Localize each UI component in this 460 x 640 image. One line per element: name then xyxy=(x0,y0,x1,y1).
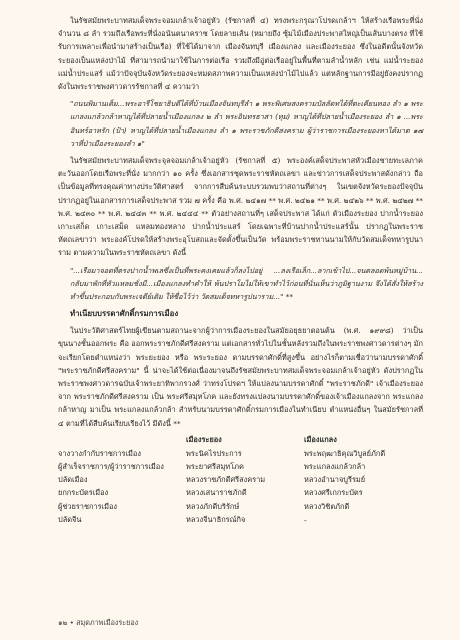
table-row xyxy=(58,500,428,513)
table-cell: ปลัดเมือง xyxy=(58,475,88,485)
table-cell: ผู้ช่วยราชการเมือง xyxy=(58,501,118,511)
table-cell: หลวงศรีเกกระบัตร xyxy=(304,488,363,498)
quote-royal-chronicle: "ถนนพิมานเต็ม...พระอารีโชยาธิบดีได้ที่บ้านเมืองจันทบุรีลำ ๑ พระพิเศษสงครามบัลลัดทได้ที่ตะเคียนทอง ลำ ๑ พระแกลงแกล้วกล้าหาญได้ที่ปลายน้ำเมืองแกลง ๒ ลำ พระอินทรธาสา (ทุม) หาญได้ที่ปลายน้ำเมืองระยอง ลำ ๑ ...พระอินทร์อาหรัก (ป้า) หาญได้ที่ปลายน้ำเมืองแกลง ลำ ๑ พระราชภักดีสงคราม ผู้ว่าราชการเมืองระยองหาได้มาต ๑๗ วาที่ป่าเมืองระยองลำ ๑" xyxy=(70,99,423,148)
table-cell: หลวงอำนาจบูรีรมย์ xyxy=(304,475,366,485)
table-cell: พระยาศรีสมุทโภค xyxy=(186,461,244,471)
paragraph-rama5-journeys: ในรัชสมัยพระบาทสมเด็จพระจุลจอมเกล้าเจ้าอยู่หัว (รัชกาลที่ ๕) พระองค์เสด็จประพาสหัวเมืองชายทะเลภาคตะวันออกโดยเรือพระที่นั่ง มากกว่า ๑๐ ครั้ง ซึ่งเอกสารชุดพระราชหัตถเลขา และข่าวการเสด็จประพาสดังกล่าว ถือเป็นข้อมูลที่ทรงคุณค่าทางประวัติศาสตร์ จากการสืบค้นระบบรวมพบว่าสถานที่ต่างๆ ในเขตจังหวัดระยองปัจจุบัน ปรากฏอยู่ในเอกสารการเสด็จประพาส รวม ๗ ครั้ง คือ พ.ศ. ๒๔๑๗ ** พ.ศ. ๒๔๒๑ ** พ.ศ. ๒๔๒๖ ** พ.ศ. ๒๔๒๗ ** พ.ศ. ๒๔๓๐ ** พ.ศ. ๒๔๔๓ ** พ.ศ. ๒๔๔๔ ** ตัวอย่างสถานที่ๆ เสด็จประพาส ได้แก่ ตัวเมืองระยอง ปากน้ำระยอง เกาะเสก็ด เกาะเสม็ด แหลมทองหลาง ปากน้ำประแสร์ โดยเฉพาะที่บ้านปากน้ำประแสร์นั้น ปรากฏในพระราชหัตถเลขาว่า พระองค์โปรดให้สร้างพระอุโบสถและจัดตั้งขึ้นเป็นวัด พร้อมพระราชทานนามให้กับวัดสมเด็จทหารูปนาราม ตามความในพระราชหัตถเลขา ดังนี้ xyxy=(58,156,423,258)
table-row xyxy=(58,487,428,500)
table-cell: ผู้สำเร็จราชการ/ผู้ว่าราชการเมือง xyxy=(58,461,164,471)
document-page xyxy=(58,14,423,527)
table-header-rayong: เมืองระยอง xyxy=(186,435,222,445)
table-cell: พระนิคไรประการ xyxy=(186,448,242,458)
table-row xyxy=(58,460,428,473)
table-cell: หลวงภักดีบริรักษ์ xyxy=(186,501,240,511)
table-cell: ปลัดจีน xyxy=(58,515,82,525)
table-cell: จางวางกำกับราชการเมือง xyxy=(58,448,141,458)
table-cell: พระพฤฒาธิคุณวิบูลย์ภักดี xyxy=(304,448,386,458)
table-cell: ยกกระบัตรเมือง xyxy=(58,488,109,498)
table-cell: หลวงวิชิตภักดี xyxy=(304,501,350,511)
table-row xyxy=(58,447,428,460)
table-cell: พระแกลงแกล้วกล้า xyxy=(304,461,366,471)
officials-table xyxy=(58,434,428,527)
table-header-position xyxy=(58,434,186,447)
table-header-row xyxy=(58,434,428,447)
table-cell: - xyxy=(304,515,307,525)
table-cell: หลวงจีนาธิกรณ์กิจ xyxy=(186,515,246,525)
paragraph-rama4-boats: ในรัชสมัยพระบาทสมเด็จพระจอมเกล้าเจ้าอยู่หัว (รัชกาลที่ ๔) ทรงพระกรุณาโปรดเกล้าฯ ให้สร้างเรือพระที่นั่ง จำนวน ๘ ลำ รวมถึงเรือพระที่นั่งอนันตนาคราช โดยลายเส้น (หมายถึง ซุ้มไม้เมืองประพาสใหญ่เป็นเส้นบางตรง ที่ใช้รับการเพลาะเพื่อนำมาสร้างเป็นเรือ) ที่ใช้ได้มาจาก เมืองจันทบุรี เมืองแกลง และเมืองระยอง ซึ่งในอดีตนั้นจังหวัดระยองเป็นแหล่งป่าไม้ ที่สามารถนำมาใช้ในการต่อเรือ รวมถึงมีอู่ต่อเรืออยู่ในพื้นที่ตามลำน้ำหลัก เช่น แม่น้ำระยอง แม่น้ำประแสร์ แม้ว่าปัจจุบันจังหวัดระยองจะหมดสภาพความเป็นแหล่งป่าไม้ไปแล้ว แต่หลักฐานการมีอยู่ยังคงปรากฏ ดังในพระราชพงศาวดารรัชกาลที่ ๔ ความว่า xyxy=(58,16,423,92)
table-header-klaeng: เมืองแกลง xyxy=(304,435,337,445)
quote-royal-letter: "...เรือมาจอดที่ตรงปากน้ำพเลซึ่งเป็นที่พระคงเคยแล้วก็ลงไปอยู่ ...ลงเรือเล็ก...ลากเข้าไป...จนตลอดพ้นหมู่บ้าน... กลับมาพักที่หัวแหลมชั่งมี...เมืองแกลงทำคำให้ พ้นปราโมไม่ให้เขาทำไว้ก่อนที่นั่นเห็นว่าภูมิฐานงาม จึงได้สั่งให้สร้างทำขึ้นประกอบกับพระเจดีย์เดิม ให้ชื่อไว้ว่า วัดสมเด็จทหารูปนาราม..." ** xyxy=(70,265,423,302)
table-row xyxy=(58,513,428,526)
table-cell: หลวงราชภักดีศรีสงคราม xyxy=(186,475,266,485)
paragraph-official-titles: ในประวัติศาสตร์ไทยผู้เขียนตามสถานะจากผู้ว่าการเมืองระยองในสมัยอยุธยาตอนต้น (พ.ศ. ๑๙๙๘) ว่าเป็นขุนนางชั้นออกพระ คือ ออกพระราชภักดีศรีสงคราม แต่เอกสารทั่วไปในชั้นหลังรวมถึงในพระราชพงศาวดารต่างๆ มักจะเรียกโดยตำแหน่งว่า พระยะยอง หรือ พระระยอง ตามบรรดาศักดิ์ที่สูงขึ้น อย่างไรก็ตามเชื่อว่านามบรรดาศักดิ์ "พระราชภักดีศรีสงคราม" นี้ น่าจะได้ใช้ต่อเนื่องมาจนถึงรัชสมัยพระบาทสมเด็จพระจอมเกล้าเจ้าอยู่หัว ดังปรากฏในพระราชพงศาวดารฉบับเจ้าพระยาทิพากรวงศ์ ว่าทรงโปรดฯ ให้แปลงนามบรรดาศักดิ์ "พระราชภักดี" เจ้าเมืองระยองจาก พระราชภักดีศรีสงคราม เป็น พระศรีสมุทโภค และยังทรงแปลงนามบรรดาศักดิ์ของเจ้าเมืองแกลงจาก พระแกลงกล้าหาญ มาเป็น พระแกลงแกล้วกล้า สำหรับนามบรรดาศักดิ์กรมการเมืองในทำเนียบ ตำแหน่งอื่นๆ ในสมัยรัชกาลที่ ๔ ตามที่ได้สืบค้นเรียบเรียงไว้ มีดังนี้ ** xyxy=(58,326,423,428)
table-row xyxy=(58,473,428,486)
page-footer: ๑๒ • สมุดภาพเมืองระยอง xyxy=(58,618,139,627)
table-cell: หลวงเสนาราชภักดี xyxy=(186,488,247,498)
section-heading: ทำเนียบบรรดาศักดิ์กรมการเมือง xyxy=(70,309,179,319)
